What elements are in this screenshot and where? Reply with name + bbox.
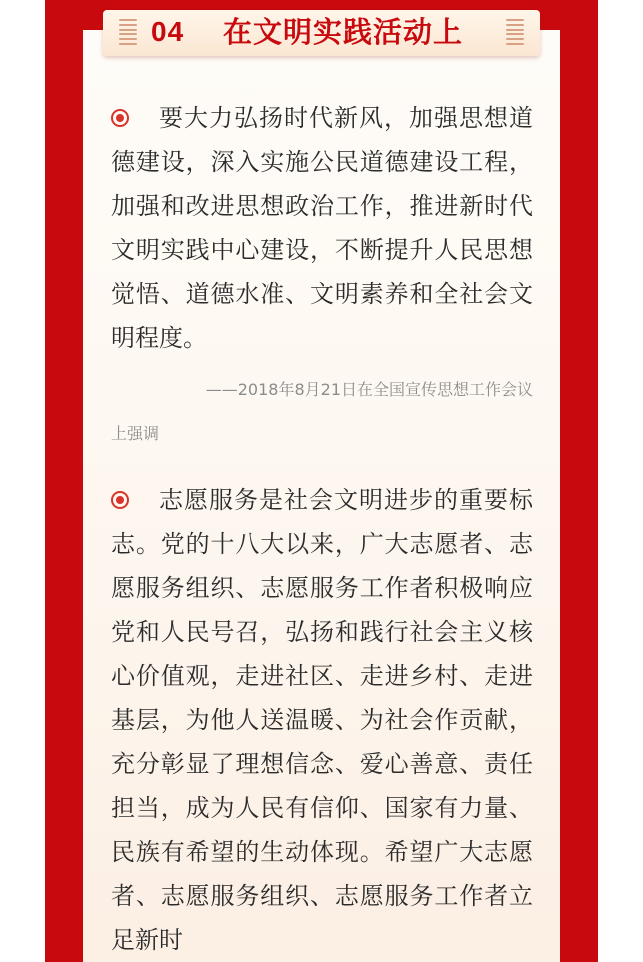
- quote-paragraph-1: [111, 96, 533, 360]
- article-content: [111, 96, 533, 962]
- source-main: ——2018年8月21日在全国宣传思想工作会议: [205, 380, 533, 399]
- quote-source: [111, 368, 533, 456]
- section-number: 04: [151, 16, 185, 47]
- section-title: 在文明实践活动上: [223, 15, 464, 49]
- quote-paragraph-2: [111, 478, 533, 962]
- circle-dot-icon: [111, 491, 129, 509]
- section-title-bar: [103, 10, 540, 56]
- lines-decoration-icon: [506, 19, 524, 45]
- circle-dot-icon: [111, 109, 129, 127]
- lines-decoration-icon: [119, 19, 137, 45]
- source-tail: 上强调: [111, 424, 160, 443]
- quote-text: 志愿服务是社会文明进步的重要标志。党的十八大以来，广大志愿者、志愿服务组织、志愿服务工作者积极响应党和人民号召，弘扬和践行社会主义核心价值观，走进社区、走进乡村、走进基层，为他人送温暖、为社会作贡献，充分彰显了理想信念、爱心善意、责任担当，成为人民有信仰、国家有力量、民族有希望的生动体现。希望广大志愿者、志愿服务组织、志愿服务工作者立足新时: [111, 486, 533, 954]
- quote-text: 要大力弘扬时代新风，加强思想道德建设，深入实施公民道德建设工程，加强和改进思想政治工作，推进新时代文明实践中心建设，不断提升人民思想觉悟、道德水准、文明素养和全社会文明程度。: [111, 104, 533, 352]
